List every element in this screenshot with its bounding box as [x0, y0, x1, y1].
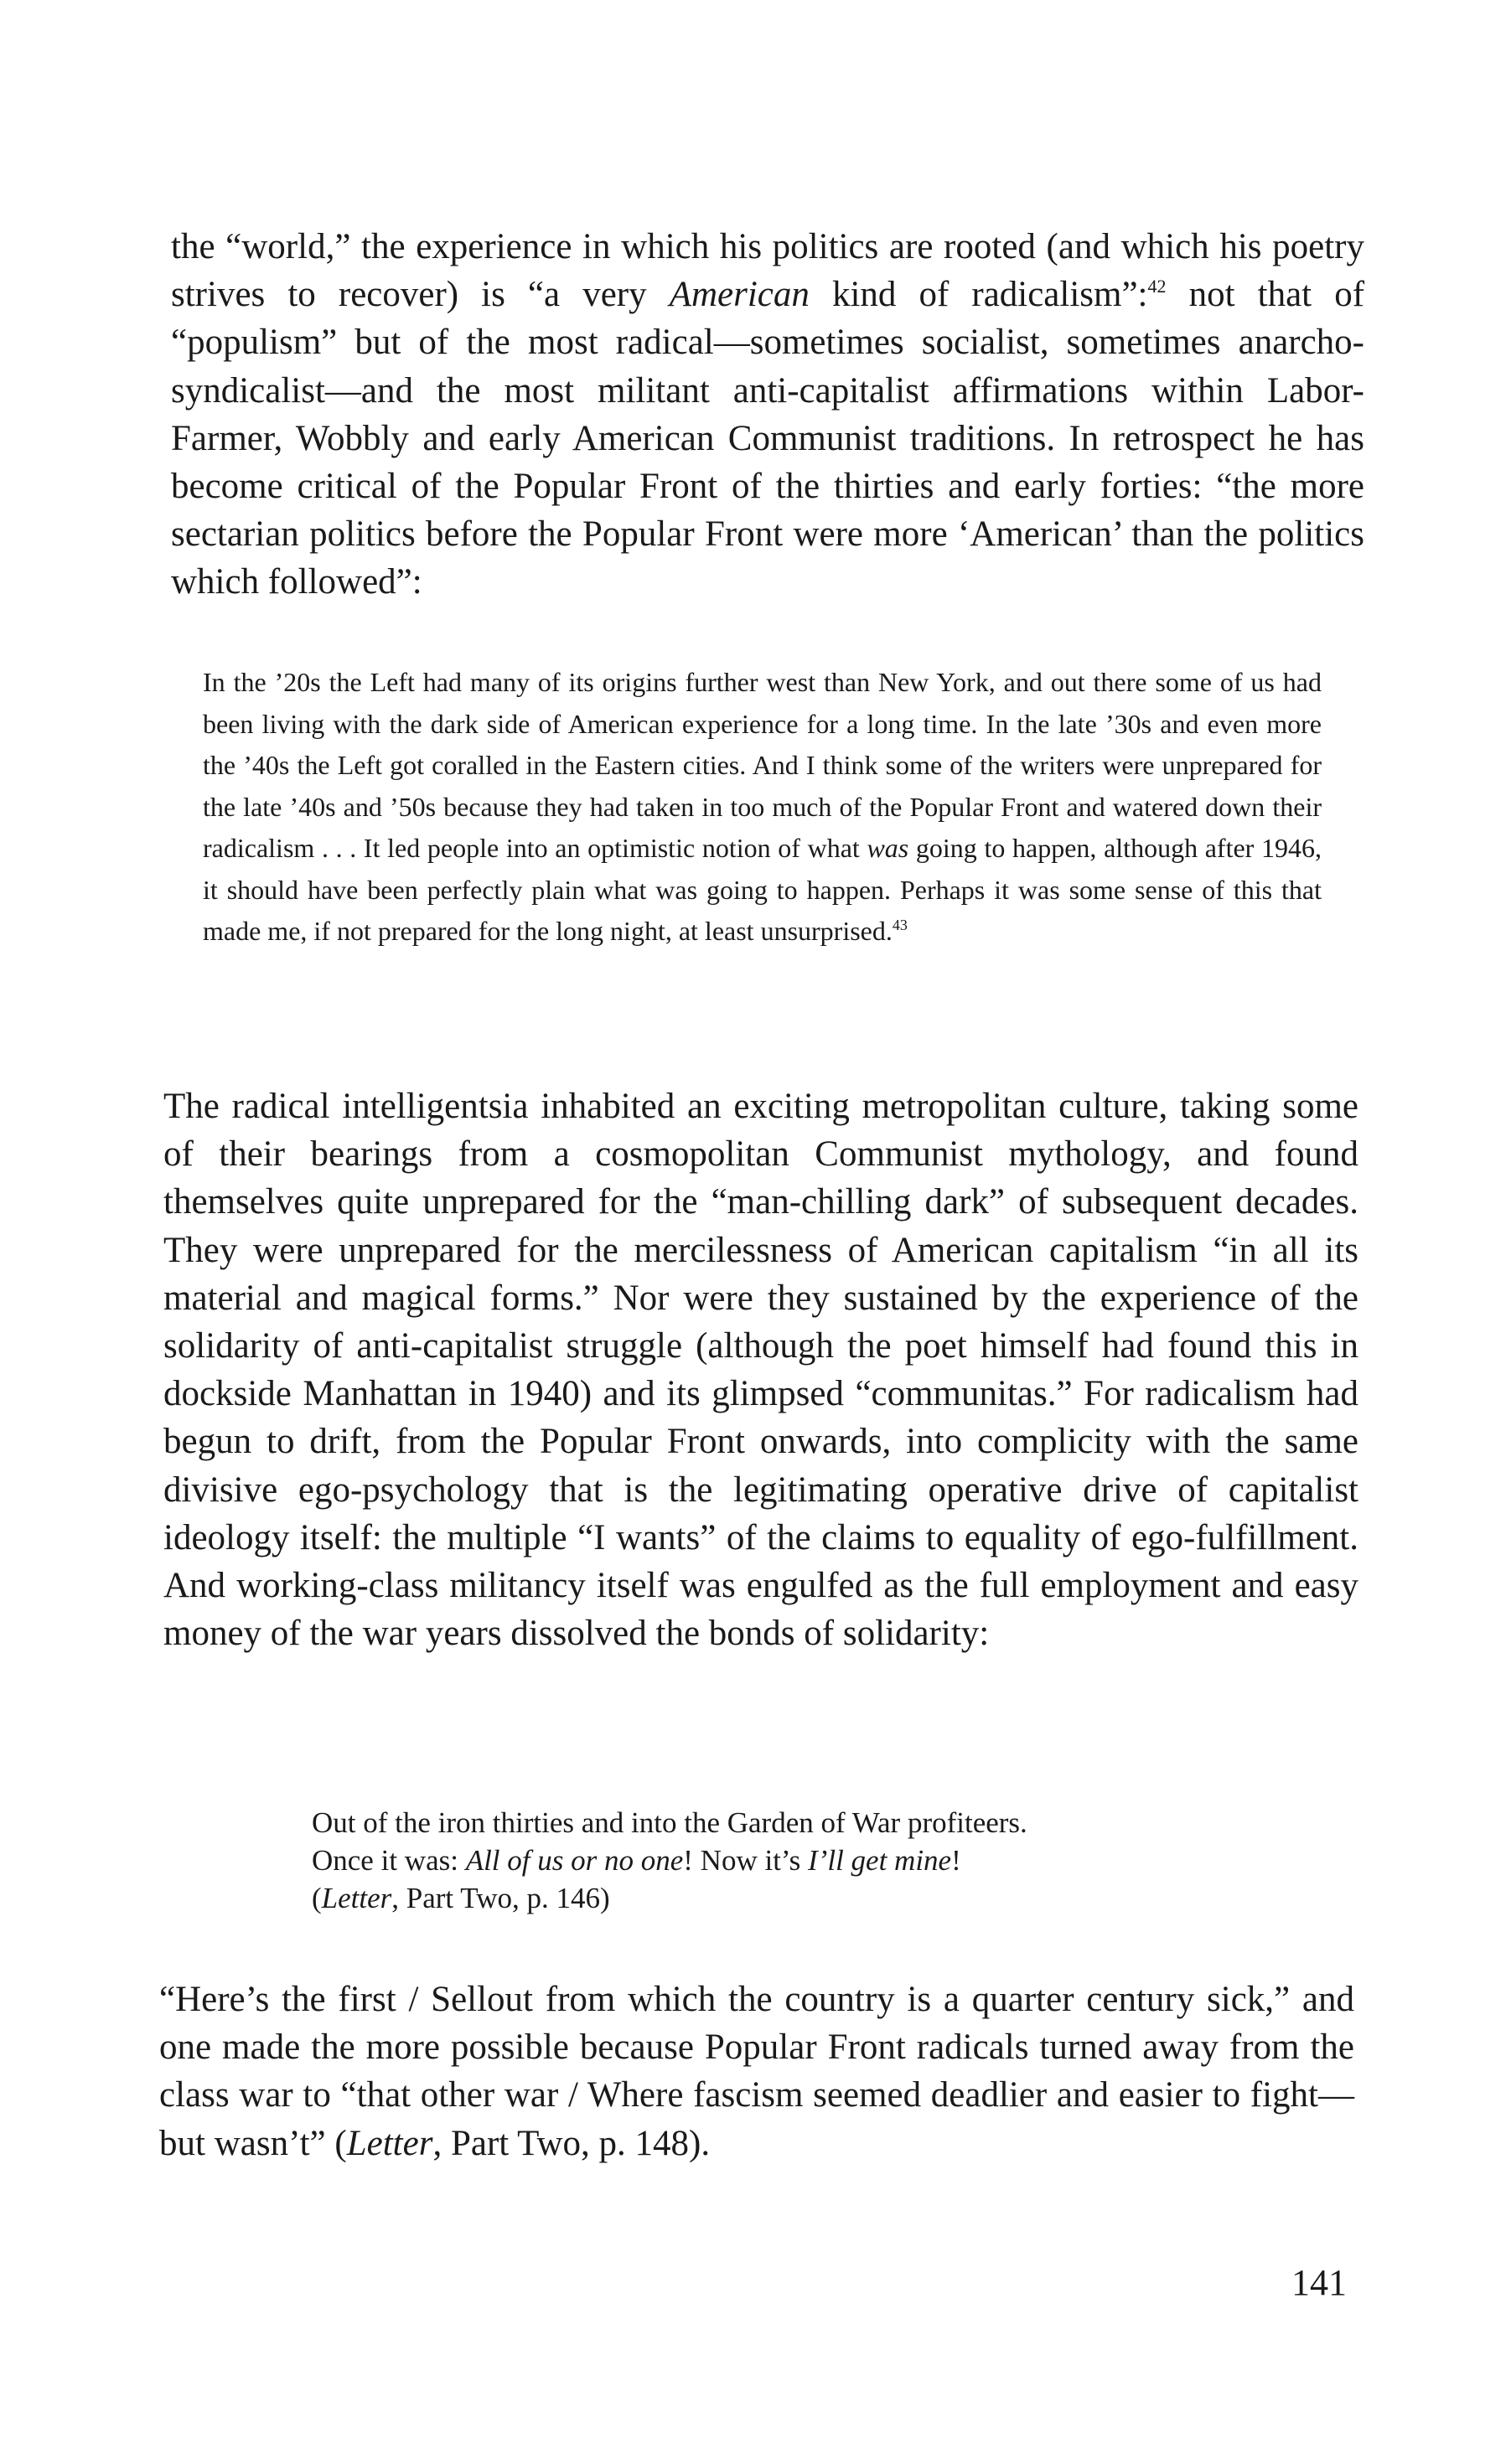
- verse-quote: [312, 1804, 1343, 1917]
- block-quote: [203, 662, 1322, 953]
- verse-line-2: [312, 1842, 1343, 1879]
- paragraph-3-text-a: “Here’s the first / Sellout from which the country is a quarter century sick,” and one made the more possible because Popular Front radicals turned away from the class war to “that other war / Where fascism seemed deadlier and easier to fight—but wasn’t” (: [159, 1980, 1354, 2163]
- body-paragraph-1: [171, 223, 1364, 607]
- page-number: 141: [1291, 2262, 1347, 2303]
- block-quote-text-b: going to happen, although after 1946, it should have been perfectly plain what was going to happen. Perhaps it was some sense of this that made me, if not prepared for the long night, at least unsurprised.: [203, 833, 1322, 946]
- body-paragraph-3: [159, 1976, 1354, 2167]
- paragraph-1-text-b: kind of radicalism”:: [809, 275, 1148, 315]
- paragraph-1-text-a: the “world,” the experience in which his politics are rooted (and which his poetry strives to recover) is “a very: [171, 227, 1364, 315]
- verse-citation: [312, 1879, 1343, 1917]
- verse-line-2-text-b: ! Now it’s: [683, 1844, 809, 1877]
- citation-open: (: [312, 1882, 322, 1914]
- body-paragraph-2: The radical intelligentsia inhabited an exciting metropolitan culture, taking some of their bearings from a cosmopolitan Communist mythology, and found themselves quite unprepared for the “man-chilling dark” of subsequent decades. They were unprepared for the mercilessness of American capitalism “in all its material and magical forms.” Nor were they sustained by the experience of the solidarity of anti-capitalist struggle (although the poet himself had found this in dockside Manhattan in 1940) and its glimpsed “communitas.” For radicalism had begun to drift, from the Popular Front onwards, into complicity with the same divisive ego-psychology that is the legitimating operative drive of capitalist ideology itself: the multiple “I wants” of the claims to equality of ego-fulfillment. And working-class militancy itself was engulfed as the full employment and easy money of the war years dissolved the bonds of solidarity:: [163, 1087, 1358, 1654]
- citation-rest: , Part Two, p. 146): [391, 1882, 610, 1914]
- block-quote-text-a: In the ’20s the Left had many of its origins further west than New York, and out there some of us had been living with the dark side of American experience for a long time. In the late ’30s and even more the ’40s the Left got coralled in the Eastern cities. And I think some of the writers were unprepared for the late ’40s and ’50s because they had taken in too much of the Popular Front and watered down their radicalism . . . It led people into an optimistic notion of what: [203, 667, 1322, 863]
- block-quote-emphasis-was: was: [867, 833, 909, 863]
- paragraph-3-text-b: , Part Two, p. 148).: [432, 2123, 711, 2163]
- footnote-ref-43: 43: [892, 917, 908, 933]
- footnote-ref-42: 42: [1147, 276, 1167, 297]
- paragraph-1-emphasis-american: American: [669, 275, 810, 315]
- paragraph-1-text-c: not that of “populism” but of the most radical—sometimes socialist, sometimes anarcho-syndicalist—and the most militant anti-capitalist affirmations within Labor-Farmer, Wobbly and early American Communist traditions. In retrospect he has become critical of the Popular Front of the thirties and early forties: “the more sectarian politics before the Popular Front were more ‘American’ than the politics which followed”:: [171, 275, 1365, 602]
- verse-line-1: Out of the iron thirties and into the Garden of War profiteers.: [312, 1806, 1027, 1839]
- paragraph-3-emphasis-letter: Letter: [346, 2123, 433, 2163]
- verse-line-2-emphasis-b: I’ll get mine: [808, 1844, 952, 1877]
- verse-line-2-text-a: Once it was:: [312, 1844, 466, 1877]
- verse-line-2-text-c: !: [951, 1844, 961, 1877]
- verse-line-2-emphasis-a: All of us or no one: [465, 1844, 684, 1877]
- citation-title: Letter: [321, 1882, 392, 1914]
